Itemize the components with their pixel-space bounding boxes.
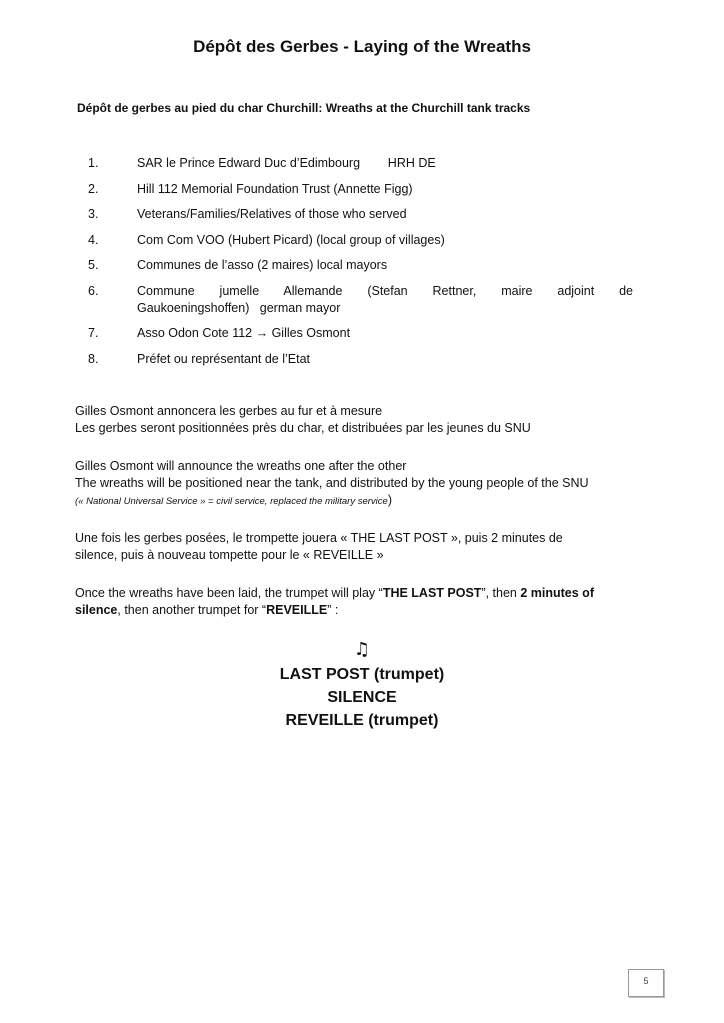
text-line: The wreaths will be positioned near the tank, and distributed by the young people of the SNU xyxy=(75,476,589,490)
program-reveille: REVEILLE (trumpet) xyxy=(285,712,439,729)
list-item xyxy=(88,181,633,198)
list-text: Asso Odon Cote 112 → Gilles Osmont xyxy=(137,326,351,340)
text-fragment: Once the wreaths have been laid, the trumpet will play “ xyxy=(75,586,383,600)
text-line: Les gerbes seront positionnées près du char, et distribuées par les jeunes du SNU xyxy=(75,421,531,435)
paragraph-en-trumpet xyxy=(75,585,635,619)
list-item xyxy=(88,155,633,172)
bold-silence: silence xyxy=(75,603,118,617)
music-notes-icon: ♫ xyxy=(353,639,371,660)
list-number: 1. xyxy=(88,156,99,170)
text-fragment: ” : xyxy=(327,603,339,617)
list-text: Hill 112 Memorial Foundation Trust (Annette Figg) xyxy=(137,181,413,196)
snu-note-end: ) xyxy=(387,493,392,507)
paragraph-en-announce xyxy=(75,458,635,510)
program-last-post: LAST POST (trumpet) xyxy=(279,666,445,683)
snu-note: (« National Universal Service » = civil service, replaced the military service xyxy=(75,496,388,507)
list-text: Com Com VOO (Hubert Picard) (local group of villages) xyxy=(137,232,445,247)
list-number: 5. xyxy=(88,258,99,272)
list-number: 7. xyxy=(88,326,99,340)
wreath-order-list xyxy=(88,155,633,376)
bold-two-minutes: 2 minutes of xyxy=(520,586,594,600)
list-number: 3. xyxy=(88,207,99,221)
paragraph-fr-trumpet xyxy=(75,530,635,564)
list-item xyxy=(88,257,633,274)
list-text-line2: Gaukoeningshoffen) german mayor xyxy=(137,300,341,315)
program-silence: SILENCE xyxy=(327,689,397,706)
list-text: SAR le Prince Edward Duc d’Edimbourg HRH DE xyxy=(137,156,436,170)
list-text: Veterans/Families/Relatives of those who served xyxy=(137,207,407,221)
bold-reveille: REVEILLE xyxy=(266,603,328,617)
list-item xyxy=(88,283,633,317)
page-title: Dépôt des Gerbes - Laying of the Wreaths xyxy=(193,37,531,56)
section-subtitle: Dépôt de gerbes au pied du char Churchill: Wreaths at the Churchill tank tracks xyxy=(77,101,531,115)
text-line: Gilles Osmont will announce the wreaths one after the other xyxy=(75,459,407,473)
text-line: Gilles Osmont annoncera les gerbes au fur et à mesure xyxy=(75,404,383,418)
list-text-line1: Commune jumelle Allemande (Stefan Rettner, maire adjoint de xyxy=(137,283,633,298)
text-line xyxy=(75,492,635,510)
list-item xyxy=(88,232,633,249)
text-fragment: , then another trumpet for “ xyxy=(117,603,267,617)
text-line: Une fois les gerbes posées, le trompette jouera « THE LAST POST », puis 2 minutes de xyxy=(75,531,563,545)
list-item xyxy=(88,206,633,223)
list-item xyxy=(88,325,633,342)
list-text: Préfet ou représentant de l’Etat xyxy=(137,351,311,366)
ceremony-program xyxy=(0,663,724,732)
list-number: 4. xyxy=(88,232,99,247)
text-line: silence, puis à nouveau tompette pour le « REVEILLE » xyxy=(75,548,384,562)
list-number: 2. xyxy=(88,181,99,196)
list-item xyxy=(88,351,633,368)
bold-last-post: THE LAST POST xyxy=(382,586,482,600)
page-number: 5 xyxy=(628,969,664,997)
list-text: Communes de l’asso (2 maires) local mayors xyxy=(137,258,388,272)
list-number: 6. xyxy=(88,283,99,298)
paragraph-fr-announce xyxy=(75,403,635,437)
list-number: 8. xyxy=(88,351,99,366)
text-fragment: ”, then xyxy=(481,586,521,600)
